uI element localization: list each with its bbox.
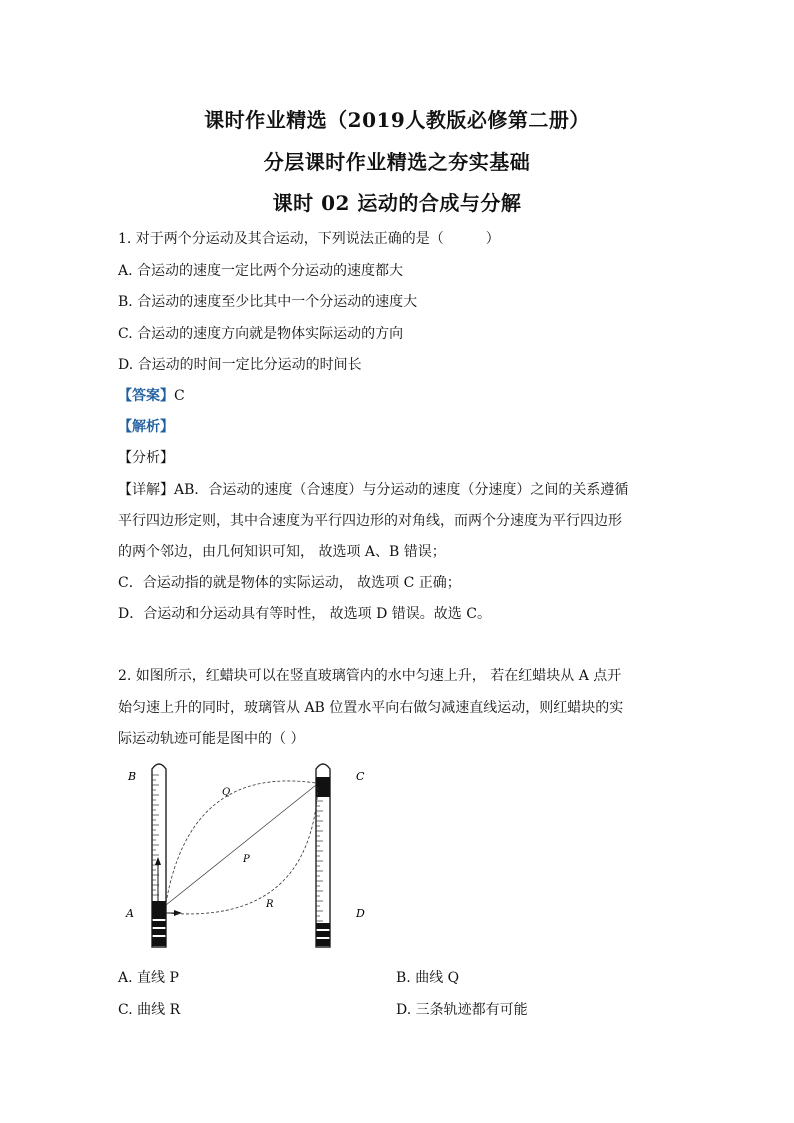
q1-option-d: D. 合运动的时间一定比分运动的时间长: [118, 357, 362, 373]
q1-detail-5: D．合运动和分运动具有等时性， 故选项 D 错误。故选 C。: [118, 606, 491, 622]
label-p: P: [243, 854, 250, 865]
q2-stem-3: 际运动轨迹可能是图中的（ ）: [118, 731, 305, 747]
trajectory-r: [166, 787, 318, 914]
q2-stem-1: 2. 如图所示，红蜡块可以在竖直玻璃管内的水中匀速上升， 若在红蜡块从 A 点开: [118, 668, 622, 684]
answer-value: C: [174, 388, 185, 404]
detail-text: AB．合运动的速度（合速度）与分运动的速度（分速度）之间的关系遵循: [174, 482, 629, 498]
label-b: B: [128, 770, 137, 783]
q1-detail-2: 平行四边形定则，其中合速度为平行四边形的对角线，而两个分速度为平行四边形: [118, 513, 622, 529]
left-tube: [152, 764, 166, 947]
label-q: Q: [222, 787, 231, 798]
q1-option-c: C. 合运动的速度方向就是物体实际运动的方向: [118, 326, 404, 342]
label-c: C: [356, 770, 365, 783]
label-d: D: [356, 907, 365, 920]
detail-tag: 【详解】: [118, 482, 174, 498]
q1-detail-4: C．合运动指的就是物体的实际运动， 故选项 C 正确；: [118, 575, 461, 591]
q1-detail-3: 的两个邻边，由几何知识可知， 故选项 A、B 错误；: [118, 544, 446, 560]
q2-option-b: B. 曲线 Q: [396, 970, 460, 986]
q1-detail-1: [118, 479, 628, 499]
tube-figure: [120, 755, 380, 955]
q1-stem: 1. 对于两个分运动及其合运动，下列说法正确的是（ ）: [118, 231, 500, 247]
trajectory-q: [166, 781, 316, 903]
q1-fenxi: 【分析】: [118, 450, 174, 466]
q1-option-b: B. 合运动的速度至少比其中一个分运动的速度大: [118, 294, 418, 310]
q1-option-a: A. 合运动的速度一定比两个分运动的速度都大: [118, 263, 404, 279]
title-lesson: 课时 02 运动的合成与分解: [272, 191, 522, 215]
answer-tag: 【答案】: [118, 388, 174, 404]
title-sub: 分层课时作业精选之夯实基础: [263, 150, 531, 174]
q2-option-c: C. 曲线 R: [118, 1002, 181, 1018]
label-a: A: [126, 907, 134, 920]
q2-stem-2: 始匀速上升的同时，玻璃管从 AB 位置水平向右做匀减速直线运动，则红蜡块的实: [118, 700, 624, 716]
label-r: R: [266, 899, 274, 910]
right-tube: [316, 764, 330, 947]
q1-jiexi: 【解析】: [118, 419, 174, 435]
q2-option-d: D. 三条轨迹都有可能: [396, 1002, 528, 1018]
q1-answer: [118, 385, 185, 405]
q2-option-a: A. 直线 P: [118, 970, 179, 986]
title-main: 课时作业精选（2019人教版必修第二册）: [204, 108, 590, 132]
trajectory-p: [166, 785, 316, 905]
